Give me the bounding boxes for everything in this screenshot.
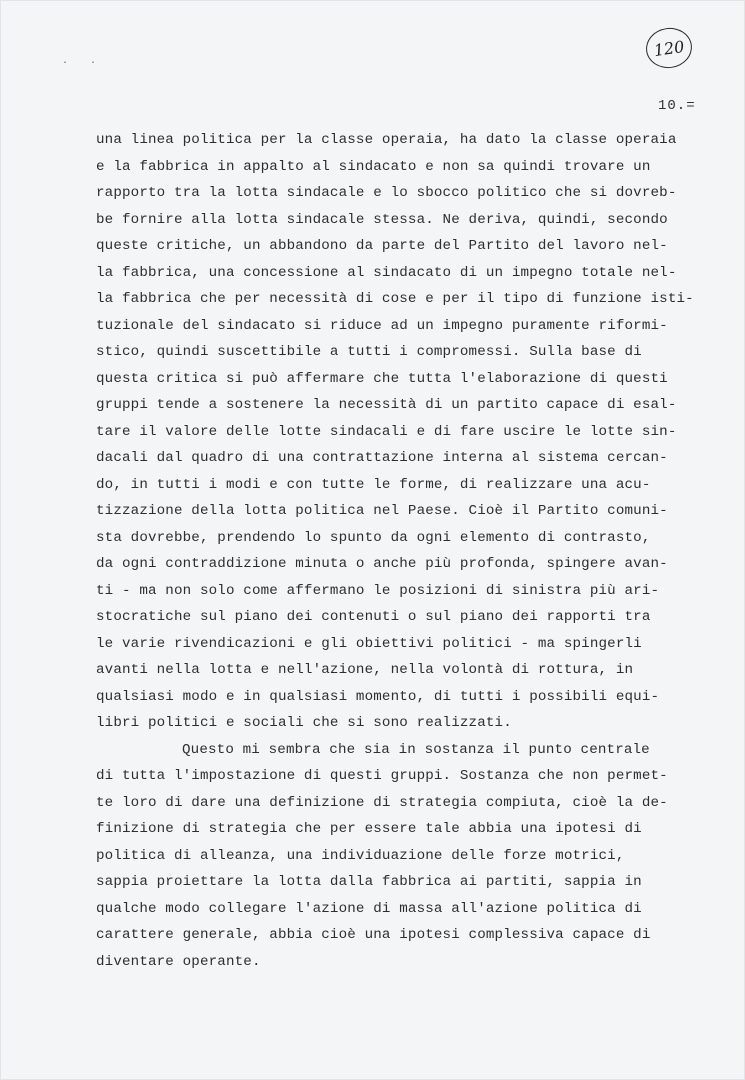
text-line: libri politici e sociali che si sono realizzati. bbox=[96, 715, 512, 731]
text-line: qualche modo collegare l'azione di massa all'azione politica di bbox=[96, 900, 642, 917]
text-line: queste critiche, un abbandono da parte del Partito del lavoro nel- bbox=[96, 238, 668, 254]
text-line: una linea politica per la classe operaia, ha dato la classe operaia bbox=[96, 132, 677, 148]
text-line: avanti nella lotta e nell'azione, nella volontà di rottura, in bbox=[96, 662, 634, 678]
text-line: do, in tutti i modi e con tutte le forme, di realizzare una acu- bbox=[96, 476, 651, 493]
paragraph-1 bbox=[96, 127, 716, 737]
text-line: la fabbrica che per necessità di cose e per il tipo di funzione isti- bbox=[96, 291, 694, 307]
text-line: tare il valore delle lotte sindacali e di fare uscire le lotte sin- bbox=[96, 423, 677, 440]
text-line: qualsiasi modo e in qualsiasi momento, di tutti i possibili equi- bbox=[96, 688, 660, 705]
text-line: finizione di strategia che per essere tale abbia una ipotesi di bbox=[96, 821, 642, 837]
page-number: 10.= bbox=[658, 98, 696, 114]
text-line: gruppi tende a sostenere la necessità di un partito capace di esal- bbox=[96, 397, 677, 413]
text-line: tizzazione della lotta politica nel Paese. Cioè il Partito comuni- bbox=[96, 503, 668, 519]
text-line: Questo mi sembra che sia in sostanza il punto centrale bbox=[182, 741, 650, 758]
text-line: tuzionale del sindacato si riduce ad un impegno puramente riformi- bbox=[96, 317, 668, 334]
text-line: stocratiche sul piano dei contenuti o sul piano dei rapporti tra bbox=[96, 609, 651, 625]
text-line: la fabbrica, una concessione al sindacato di un impegno totale nel- bbox=[96, 264, 677, 281]
text-line: ti - ma non solo come affermano le posizioni di sinistra più ari- bbox=[96, 582, 660, 599]
text-line: e la fabbrica in appalto al sindacato e non sa quindi trovare un bbox=[96, 158, 651, 175]
text-line: te loro di dare una definizione di strategia compiuta, cioè la de- bbox=[96, 794, 668, 811]
text-line: politica di alleanza, una individuazione delle forze motrici, bbox=[96, 847, 625, 864]
text-line: be fornire alla lotta sindacale stessa. Ne deriva, quindi, secondo bbox=[96, 211, 668, 228]
paragraph-2 bbox=[96, 737, 716, 976]
text-line: stico, quindi suscettibile a tutti i compromessi. Sulla base di bbox=[96, 344, 642, 360]
text-line: questa critica si può affermare che tutta l'elaborazione di questi bbox=[96, 370, 668, 387]
body-text bbox=[96, 127, 716, 975]
text-line: dacali dal quadro di una contrattazione interna al sistema cercan- bbox=[96, 450, 668, 466]
text-line: sappia proiettare la lotta dalla fabbrica ai partiti, sappia in bbox=[96, 874, 642, 890]
corner-mark: . . bbox=[62, 55, 105, 66]
text-line: diventare operante. bbox=[96, 953, 261, 970]
text-line: di tutta l'impostazione di questi gruppi. Sostanza che non permet- bbox=[96, 768, 668, 784]
text-line: da ogni contraddizione minuta o anche più profonda, spingere avan- bbox=[96, 556, 668, 572]
text-line: carattere generale, abbia cioè una ipotesi complessiva capace di bbox=[96, 927, 651, 943]
text-line: sta dovrebbe, prendendo lo spunto da ogni elemento di contrasto, bbox=[96, 529, 651, 546]
text-line: rapporto tra la lotta sindacale e lo sbocco politico che si dovreb- bbox=[96, 185, 677, 201]
text-line: le varie rivendicazioni e gli obiettivi politici - ma spingerli bbox=[96, 635, 642, 652]
archive-stamp: 120 bbox=[643, 25, 694, 71]
